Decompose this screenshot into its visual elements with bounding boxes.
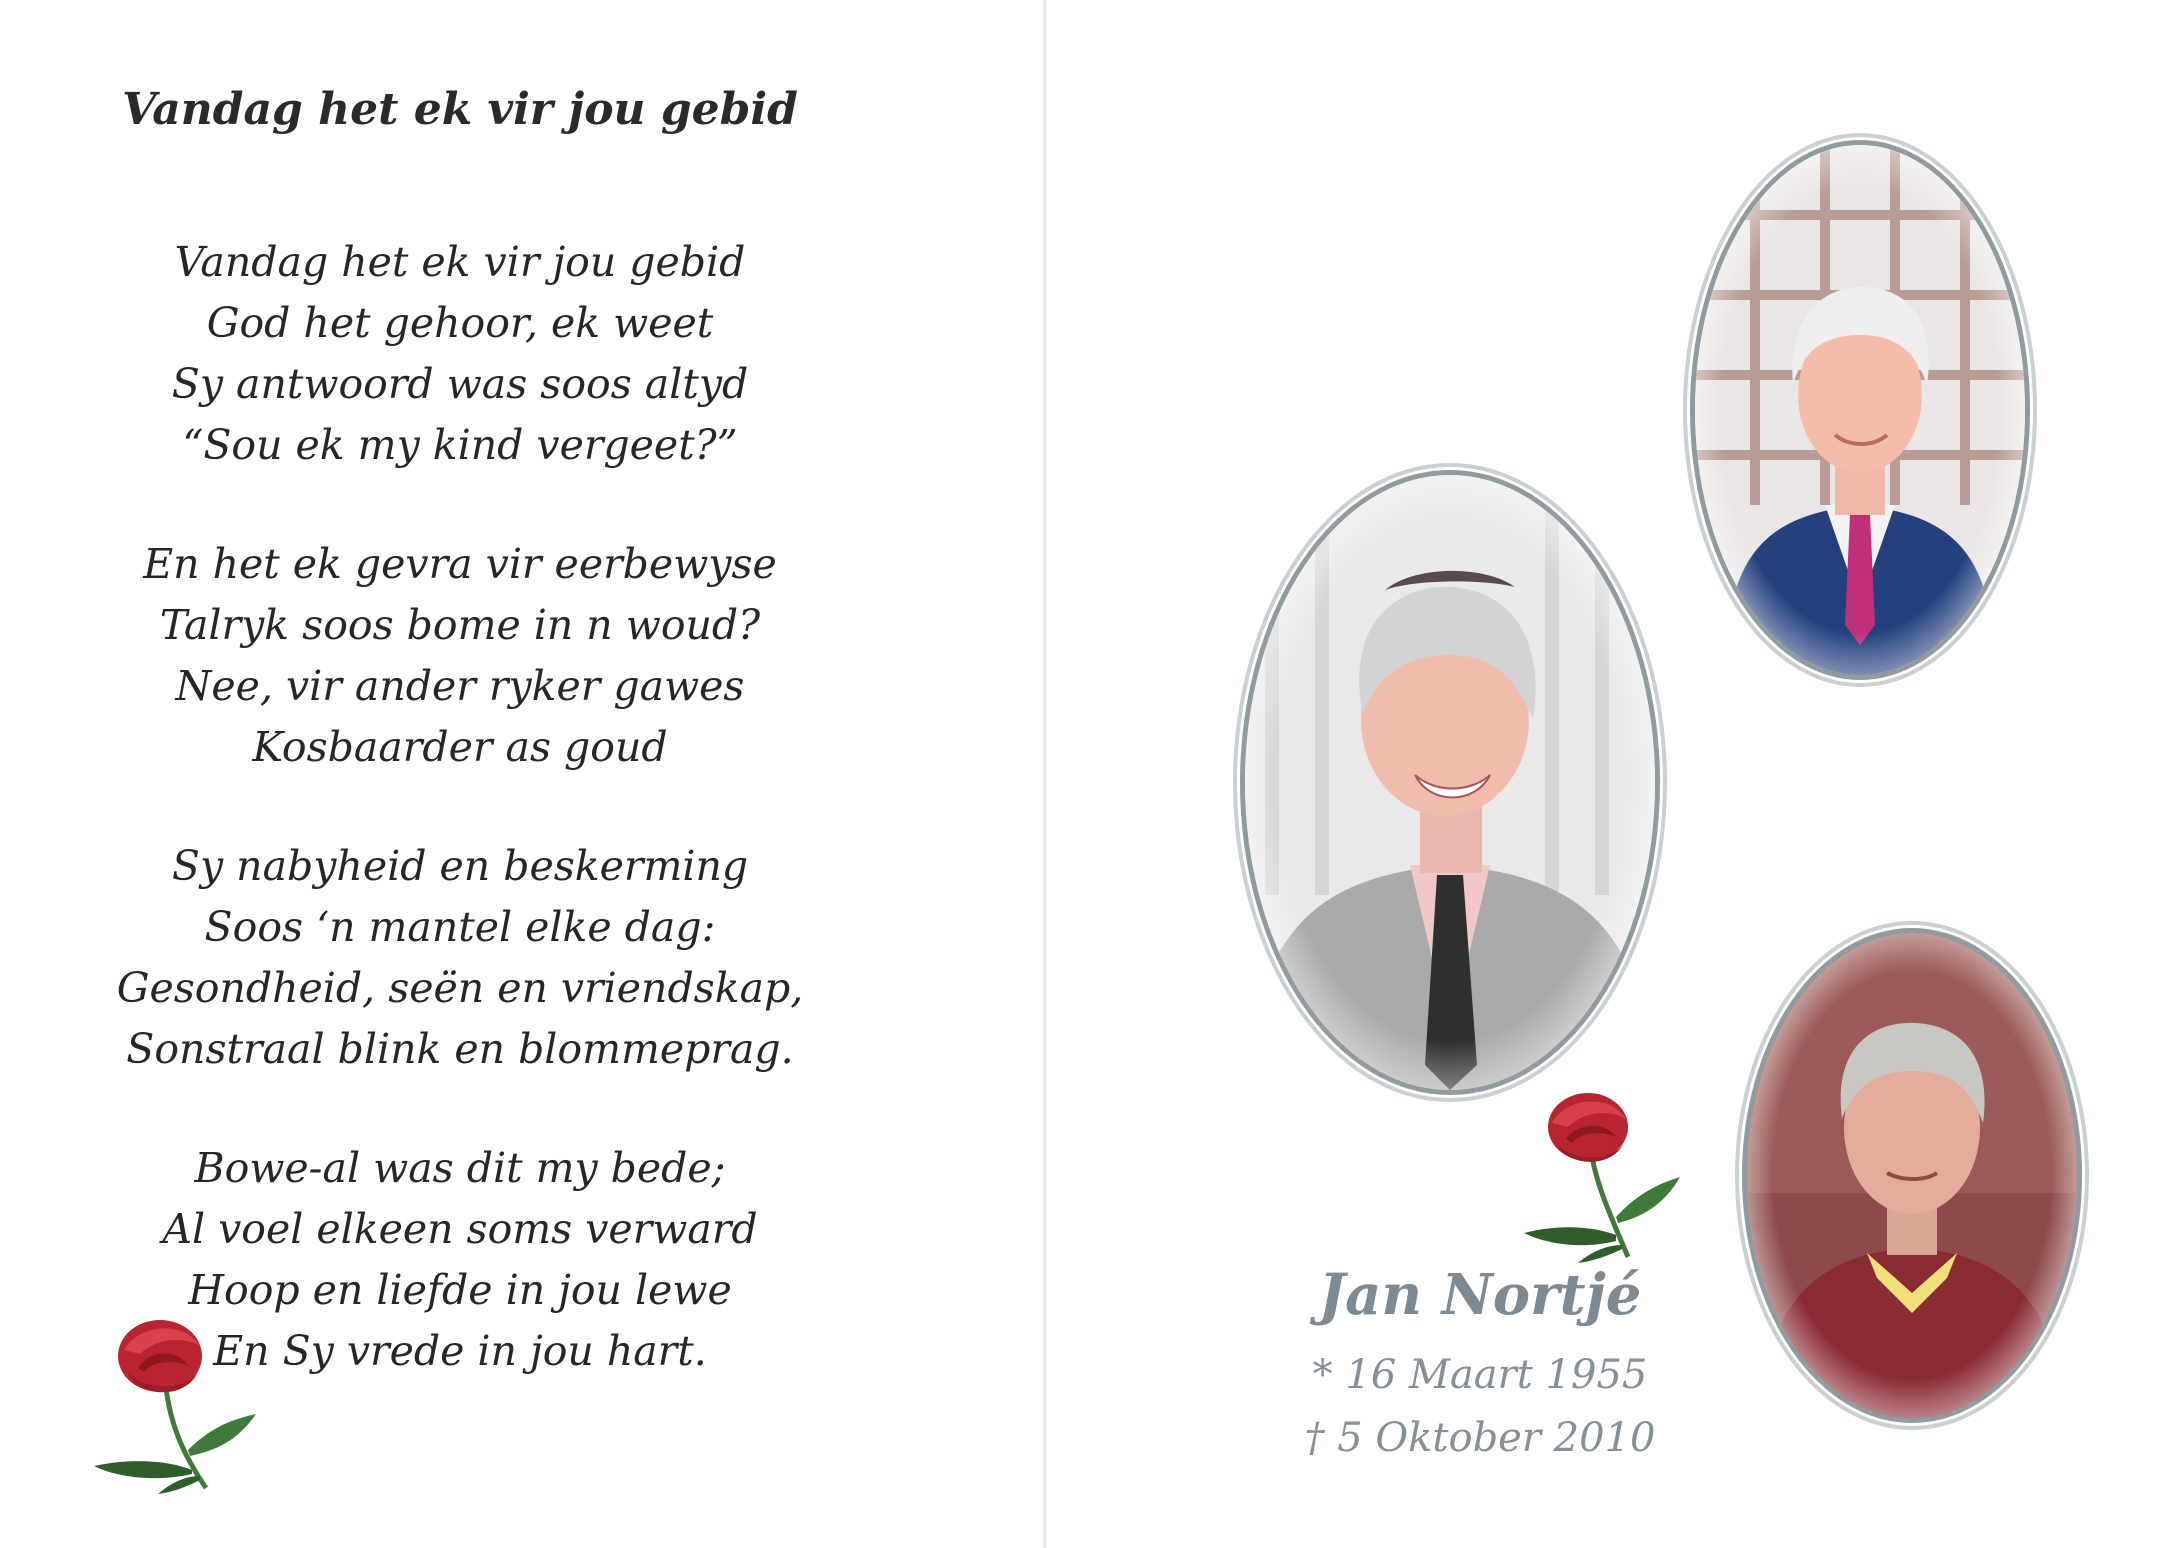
poem-line: Kosbaarder as goud <box>252 723 668 771</box>
poem-title: Vandag het ek vir jou gebid <box>122 84 798 135</box>
red-rose-icon <box>88 1310 268 1495</box>
poem-line: Sy nabyheid en beskerming <box>171 842 749 890</box>
poem-line: Talryk soos bome in n woud? <box>159 601 761 649</box>
poem-stanza-2 <box>60 534 860 778</box>
portrait-grey-suit <box>1245 475 1655 1090</box>
portrait-photo-bottom <box>1742 928 2082 1423</box>
portrait-blue-suit <box>1695 145 2025 675</box>
deceased-name: Jan Nortjé <box>1318 1262 1642 1328</box>
poem-body <box>60 232 860 1440</box>
poem-line: Al voel elkeen soms verward <box>162 1205 758 1253</box>
poem-line: Vandag het ek vir jou gebid <box>174 238 746 286</box>
poem-line: En Sy vrede in jou hart. <box>213 1327 707 1375</box>
poem-page <box>0 0 1040 1548</box>
poem-line: Sy antwoord was soos altyd <box>171 360 749 408</box>
portrait-photo-top <box>1690 140 2030 680</box>
poem-line: Nee, vir ander ryker gawes <box>175 662 745 710</box>
death-date: † 5 Oktober 2010 <box>1304 1415 1656 1461</box>
page-fold <box>1043 0 1047 1548</box>
portrait-photo-center <box>1240 470 1660 1095</box>
red-rose-icon <box>1520 1085 1690 1265</box>
poem-line: En het ek gevra vir eerbewyse <box>143 540 777 588</box>
poem-line: Gesondheid, seën en vriendskap, <box>116 964 804 1012</box>
poem-line: “Sou ek my kind vergeet?” <box>182 421 738 469</box>
birth-date: * 16 Maart 1955 <box>1312 1352 1648 1398</box>
poem-line: Sonstraal blink en blommeprag. <box>126 1025 794 1073</box>
poem-stanza-1 <box>60 232 860 476</box>
poem-line: Hoop en liefde in jou lewe <box>188 1266 732 1314</box>
portrait-red-jersey <box>1747 933 2077 1418</box>
poem-line: God het gehoor, ek weet <box>206 299 714 347</box>
poem-stanza-3 <box>60 836 860 1080</box>
poem-line: Soos ‘n mantel elke dag: <box>204 903 716 951</box>
poem-line: Bowe-al was dit my bede; <box>194 1144 726 1192</box>
